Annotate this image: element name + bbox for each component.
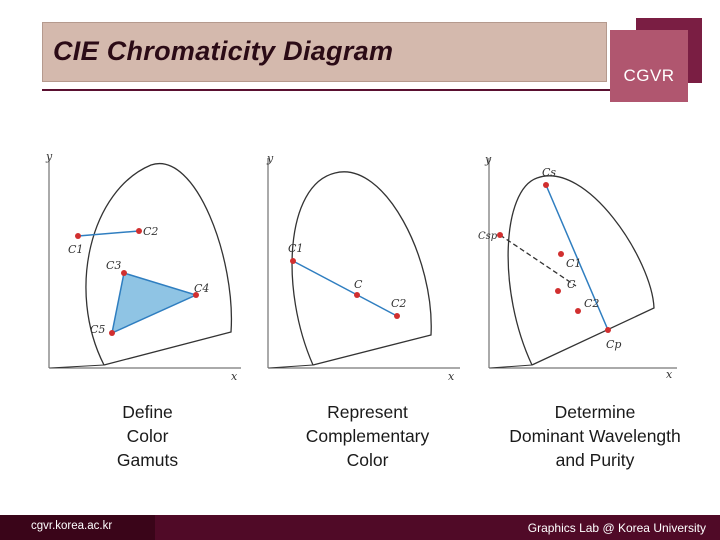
logo-text: CGVR bbox=[623, 66, 675, 85]
label-c5: C5 bbox=[90, 323, 106, 336]
caption-line: Color bbox=[346, 450, 389, 470]
complementary-diagram-svg bbox=[255, 140, 470, 385]
label-c: C bbox=[354, 278, 363, 291]
diagram-dominant-wavelength bbox=[472, 140, 687, 385]
point-c2 bbox=[136, 228, 142, 234]
y-axis-label: y bbox=[267, 152, 274, 165]
caption-line: Determine bbox=[554, 402, 636, 422]
point-c bbox=[555, 288, 561, 294]
caption-line: Complementary bbox=[305, 426, 430, 446]
gamut-diagram-svg bbox=[36, 140, 251, 385]
label-c4: C4 bbox=[194, 282, 210, 295]
label-c1: C1 bbox=[68, 243, 84, 256]
caption-line: Define bbox=[122, 402, 173, 422]
cgvr-logo bbox=[610, 30, 688, 102]
caption-line: and Purity bbox=[555, 450, 635, 470]
complementary-line bbox=[293, 261, 397, 316]
gamut-triangle bbox=[112, 273, 196, 333]
point-cp bbox=[605, 327, 611, 333]
slide-title: CIE Chromaticity Diagram bbox=[53, 36, 394, 66]
point-c5 bbox=[109, 330, 115, 336]
footer-credit: Graphics Lab @ Korea University bbox=[527, 521, 706, 535]
point-c2 bbox=[394, 313, 400, 319]
point-cs bbox=[543, 182, 549, 188]
dominant-wavelength-diagram-svg bbox=[472, 140, 687, 385]
caption-dominant-wavelength bbox=[485, 400, 705, 472]
label-c2: C2 bbox=[584, 297, 600, 310]
label-cp: Cp bbox=[606, 338, 622, 351]
spectral-locus bbox=[292, 172, 431, 365]
spectral-locus bbox=[508, 176, 654, 365]
label-c2: C2 bbox=[143, 225, 159, 238]
label-c1: C1 bbox=[566, 257, 582, 270]
y-axis-label: y bbox=[46, 150, 53, 163]
x-axis-label: x bbox=[448, 370, 455, 383]
caption-line: Gamuts bbox=[116, 450, 179, 470]
gamut-line-c1-c2 bbox=[78, 231, 139, 236]
caption-gamuts bbox=[70, 400, 225, 472]
footer-bar bbox=[0, 515, 720, 540]
label-c1: C1 bbox=[288, 242, 304, 255]
point-c2 bbox=[575, 308, 581, 314]
y-axis-label: y bbox=[485, 153, 492, 166]
diagram-complementary-color bbox=[255, 140, 470, 385]
caption-line: Represent bbox=[327, 402, 408, 422]
caption-line: Color bbox=[126, 426, 169, 446]
label-c3: C3 bbox=[106, 259, 122, 272]
footer-url: cgvr.korea.ac.kr bbox=[31, 520, 113, 532]
caption-complementary bbox=[285, 400, 450, 472]
label-c2: C2 bbox=[391, 297, 407, 310]
point-c bbox=[354, 292, 360, 298]
diagram-color-gamuts bbox=[36, 140, 251, 385]
title-underline bbox=[42, 89, 627, 91]
point-csp bbox=[497, 232, 503, 238]
label-c: C bbox=[567, 278, 576, 291]
point-c1 bbox=[75, 233, 81, 239]
x-axis-label: x bbox=[231, 370, 238, 383]
point-c3 bbox=[121, 270, 127, 276]
footer-left-block bbox=[0, 515, 155, 540]
label-cs: Cs bbox=[542, 166, 557, 179]
point-c1 bbox=[558, 251, 564, 257]
point-c1 bbox=[290, 258, 296, 264]
x-axis-label: x bbox=[666, 368, 673, 381]
caption-line: Dominant Wavelength bbox=[509, 426, 681, 446]
title-banner bbox=[42, 22, 607, 82]
label-csp: Csp bbox=[478, 231, 498, 242]
dashed-line bbox=[500, 235, 576, 286]
